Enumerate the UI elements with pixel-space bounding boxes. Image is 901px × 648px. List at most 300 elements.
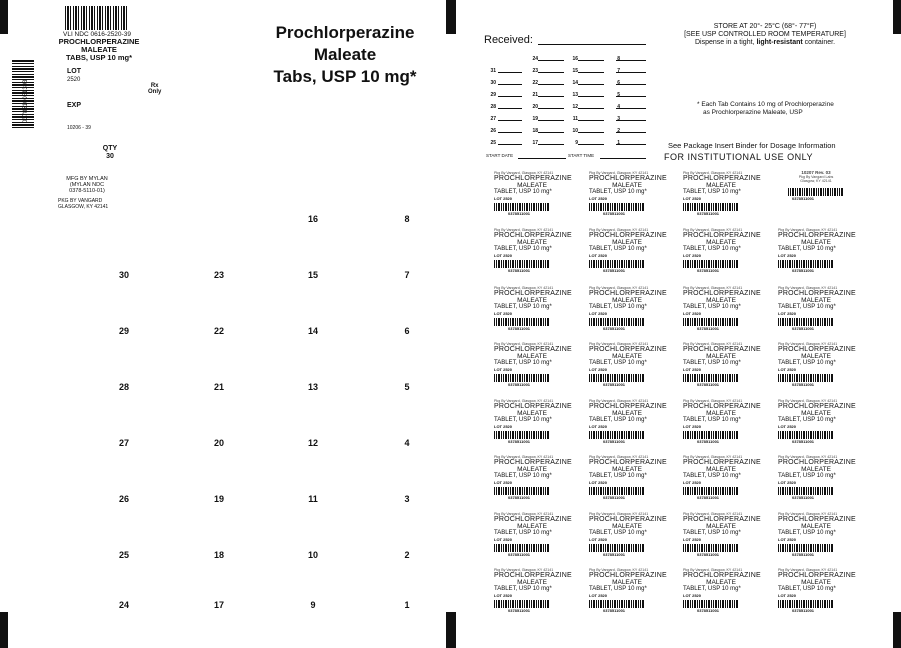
label-barcode (589, 374, 645, 382)
label-barcode-number: 0378511001 (792, 326, 815, 331)
count-number: 2 (404, 550, 410, 560)
special-label (778, 171, 854, 201)
label-barcode (778, 374, 834, 382)
label-barcode (683, 374, 739, 382)
label-drug-name: PROCHLORPERAZINE (683, 232, 761, 239)
count-number: 5 (404, 382, 410, 392)
received-label: Received: (484, 34, 533, 46)
label-drug-salt: MALEATE (612, 466, 642, 473)
unit-dose-label (778, 286, 854, 331)
unit-dose-label (589, 512, 665, 557)
label-pkg-line: Pkg By Vangard, Glasgow, KY 42141 (494, 455, 554, 459)
label-drug-name: PROCHLORPERAZINE (778, 572, 856, 579)
start-date-line (518, 158, 566, 159)
label-lot: LOT 2520 (494, 537, 513, 542)
label-lot: LOT 2520 (589, 593, 608, 598)
label-drug-name: PROCHLORPERAZINE (494, 175, 572, 182)
label-pkg-line: Pkg By Vangard, Glasgow, KY 42141 (778, 342, 838, 346)
count-number: 19 (213, 494, 224, 504)
label-barcode-number: 0378511001 (603, 326, 626, 331)
label-pkg-line: Pkg By Vangard, Glasgow, KY 42141 (683, 286, 743, 290)
unit-dose-label (778, 228, 854, 273)
calendar-line (616, 72, 646, 73)
count-number: 13 (307, 382, 318, 392)
unit-dose-label (683, 286, 759, 331)
drug-name-small-2: MALEATE (81, 45, 117, 54)
label-barcode-number: 0378511001 (603, 608, 626, 613)
calendar-day: 12 (572, 104, 578, 110)
label-lot: LOT 2520 (589, 537, 608, 542)
label-pkg-line: Pkg By Vangard, Glasgow, KY 42141 (494, 171, 554, 175)
label-drug-name: PROCHLORPERAZINE (494, 572, 572, 579)
unit-dose-label (494, 171, 570, 216)
calendar-day: 29 (490, 92, 496, 98)
storage-line-3 (655, 39, 875, 47)
calendar-day: 30 (490, 80, 496, 86)
label-lot: LOT 2520 (778, 311, 797, 316)
storage-line-3b: light-resistant (756, 39, 803, 46)
label-drug-salt: MALEATE (612, 410, 642, 417)
registration-mark-bottom-middle (446, 612, 456, 648)
unit-dose-label (683, 512, 759, 557)
special-label-line-1: 10207 Rev. 03 (801, 170, 831, 175)
label-barcode (494, 431, 550, 439)
unit-dose-label (589, 342, 665, 387)
label-drug-salt: MALEATE (517, 182, 547, 189)
label-drug-name: PROCHLORPERAZINE (683, 403, 761, 410)
calendar-line (498, 120, 522, 121)
label-barcode-number: 0378511001 (792, 268, 815, 273)
label-barcode (494, 203, 550, 211)
label-pkg-line: Pkg By Vangard, Glasgow, KY 42141 (778, 286, 838, 290)
storage-info (655, 23, 875, 47)
calendar-day: 20 (532, 104, 538, 110)
label-dosage: TABLET, USP 10 mg* (683, 360, 741, 366)
label-barcode-number: 0378511001 (603, 382, 626, 387)
label-barcode (494, 600, 550, 608)
label-barcode (683, 203, 739, 211)
count-number: 29 (118, 326, 129, 336)
label-drug-name: PROCHLORPERAZINE (589, 516, 667, 523)
count-number: 12 (307, 438, 318, 448)
label-pkg-line: Pkg By Vangard, Glasgow, KY 42141 (494, 228, 554, 232)
calendar-line (498, 132, 522, 133)
label-pkg-line: Pkg By Vangard, Glasgow, KY 42141 (494, 568, 554, 572)
count-number: 30 (118, 270, 129, 280)
calendar-line (578, 96, 604, 97)
label-lot: LOT 2520 (778, 480, 797, 485)
registration-mark-bottom-right (893, 612, 901, 648)
label-dosage: TABLET, USP 10 mg* (778, 586, 836, 592)
label-dosage: TABLET, USP 10 mg* (589, 304, 647, 310)
count-number: 18 (213, 550, 224, 560)
label-barcode-number: 0378511001 (697, 439, 720, 444)
calendar-line (498, 84, 522, 85)
calendar-day: 28 (490, 104, 496, 110)
calendar-line (538, 132, 564, 133)
count-number: 1 (404, 600, 410, 610)
calendar-day: 3 (617, 116, 620, 122)
label-dosage: TABLET, USP 10 mg* (494, 586, 552, 592)
unit-dose-label (589, 228, 665, 273)
label-barcode-number: 0378511001 (603, 552, 626, 557)
unit-dose-label (494, 568, 570, 613)
label-lot: LOT 2520 (494, 424, 513, 429)
label-dosage: TABLET, USP 10 mg* (494, 246, 552, 252)
label-barcode (778, 318, 834, 326)
label-drug-name: PROCHLORPERAZINE (778, 403, 856, 410)
label-drug-name: PROCHLORPERAZINE (494, 346, 572, 353)
label-drug-name: PROCHLORPERAZINE (589, 403, 667, 410)
institutional-use: FOR INSTITUTIONAL USE ONLY (664, 152, 814, 162)
label-drug-salt: MALEATE (612, 239, 642, 246)
label-dosage: TABLET, USP 10 mg* (589, 530, 647, 536)
title-line-1: Prochlorperazine (275, 23, 415, 42)
count-number: 4 (404, 438, 410, 448)
label-drug-name: PROCHLORPERAZINE (589, 459, 667, 466)
label-barcode (589, 203, 645, 211)
label-drug-salt: MALEATE (706, 239, 736, 246)
label-dosage: TABLET, USP 10 mg* (589, 586, 647, 592)
count-number: 10 (307, 550, 318, 560)
ndc-vertical: 0378510051393 (23, 79, 29, 123)
label-barcode-number: 0378511001 (792, 552, 815, 557)
unit-dose-label (494, 399, 570, 444)
calendar-line (616, 84, 646, 85)
label-drug-salt: MALEATE (801, 297, 831, 304)
label-pkg-line: Pkg By Vangard, Glasgow, KY 42141 (589, 512, 649, 516)
label-drug-salt: MALEATE (517, 466, 547, 473)
label-drug-name: PROCHLORPERAZINE (683, 175, 761, 182)
label-barcode-number: 0378511001 (508, 211, 531, 216)
label-barcode-number: 0378511001 (508, 439, 531, 444)
calendar-line (616, 120, 646, 121)
label-pkg-line: Pkg By Vangard, Glasgow, KY 42141 (494, 286, 554, 290)
label-pkg-line: Pkg By Vangard, Glasgow, KY 42141 (683, 568, 743, 572)
label-dosage: TABLET, USP 10 mg* (494, 417, 552, 423)
label-barcode (589, 544, 645, 552)
received-line (538, 44, 646, 45)
count-number: 9 (310, 600, 316, 610)
label-dosage: TABLET, USP 10 mg* (494, 360, 552, 366)
label-lot: LOT 2520 (589, 196, 608, 201)
label-barcode (683, 260, 739, 268)
label-dosage: TABLET, USP 10 mg* (494, 473, 552, 479)
label-drug-name: PROCHLORPERAZINE (589, 346, 667, 353)
calendar-line (616, 144, 646, 145)
label-barcode-number: 0378511001 (697, 211, 720, 216)
label-lot: LOT 2520 (494, 480, 513, 485)
label-drug-name: PROCHLORPERAZINE (494, 290, 572, 297)
label-barcode (788, 188, 844, 196)
unit-dose-label (683, 455, 759, 500)
calendar-line (578, 84, 604, 85)
label-drug-name: PROCHLORPERAZINE (683, 516, 761, 523)
calendar-day: 26 (490, 128, 496, 134)
label-barcode (494, 544, 550, 552)
label-drug-salt: MALEATE (517, 239, 547, 246)
label-drug-salt: MALEATE (612, 523, 642, 530)
label-pkg-line: Pkg By Vangard, Glasgow, KY 42141 (683, 171, 743, 175)
label-pkg-line: Pkg By Vangard, Glasgow, KY 42141 (778, 399, 838, 403)
label-barcode-number: 0378511001 (697, 382, 720, 387)
label-barcode (778, 431, 834, 439)
calendar-day: 7 (617, 68, 620, 74)
label-dosage: TABLET, USP 10 mg* (589, 246, 647, 252)
calendar-line (538, 144, 564, 145)
unit-dose-label (589, 399, 665, 444)
calendar-day: 16 (572, 56, 578, 62)
storage-line-3c: container. (802, 39, 836, 46)
storage-line-1: STORE AT 20°- 25°C (68°- 77°F) (713, 23, 817, 30)
ref-code: 10206 - 39 (67, 125, 91, 131)
unit-dose-label (778, 568, 854, 613)
only-label: Only (148, 89, 162, 95)
label-lot: LOT 2520 (494, 593, 513, 598)
label-barcode (494, 318, 550, 326)
mfg-line-2: (MYLAN NDC (69, 182, 105, 188)
label-barcode (683, 600, 739, 608)
label-barcode-number: 0378511001 (792, 196, 815, 201)
label-pkg-line: Pkg By Vangard, Glasgow, KY 42141 (683, 228, 743, 232)
label-drug-name: PROCHLORPERAZINE (778, 459, 856, 466)
label-barcode-number: 0378511001 (508, 608, 531, 613)
count-number: 22 (213, 326, 224, 336)
label-lot: LOT 2520 (494, 367, 513, 372)
label-lot: LOT 2520 (778, 253, 797, 258)
unit-dose-label (778, 455, 854, 500)
label-lot: LOT 2520 (683, 480, 702, 485)
label-barcode-number: 0378511001 (697, 495, 720, 500)
count-number: 7 (404, 270, 410, 280)
start-time-label: START TIME (568, 153, 595, 158)
package-insert-note: See Package Insert Binder for Dosage Information (668, 141, 836, 150)
calendar-line (538, 108, 564, 109)
count-number: 23 (213, 270, 224, 280)
label-drug-name: PROCHLORPERAZINE (778, 290, 856, 297)
label-barcode-number: 0378511001 (792, 608, 815, 613)
calendar-day: 8 (617, 56, 620, 62)
calendar-day: 17 (532, 140, 538, 146)
unit-dose-label (494, 455, 570, 500)
label-lot: LOT 2520 (683, 424, 702, 429)
label-lot: LOT 2520 (494, 253, 513, 258)
label-pkg-line: Pkg By Vangard, Glasgow, KY 42141 (683, 342, 743, 346)
label-barcode-number: 0378511001 (697, 326, 720, 331)
label-drug-salt: MALEATE (801, 466, 831, 473)
qty-value: 30 (106, 153, 114, 160)
label-barcode (589, 487, 645, 495)
calendar-day: 1 (617, 140, 620, 146)
calendar-day: 31 (490, 68, 496, 74)
count-number: 15 (307, 270, 318, 280)
label-barcode-number: 0378511001 (792, 439, 815, 444)
label-barcode (589, 318, 645, 326)
calendar-line (616, 60, 646, 61)
exp-label: EXP (67, 102, 82, 109)
unit-dose-label (683, 342, 759, 387)
pkg-line-1: PKG BY VANGARD (58, 198, 103, 204)
label-barcode (778, 600, 834, 608)
calendar-line (538, 120, 564, 121)
label-drug-salt: MALEATE (706, 410, 736, 417)
title-line-2: Maleate (313, 45, 377, 64)
label-dosage: TABLET, USP 10 mg* (683, 304, 741, 310)
label-dosage: TABLET, USP 10 mg* (683, 189, 741, 195)
label-drug-name: PROCHLORPERAZINE (589, 175, 667, 182)
calendar-line (616, 108, 646, 109)
label-dosage: TABLET, USP 10 mg* (778, 417, 836, 423)
unit-dose-label (778, 399, 854, 444)
label-pkg-line: Pkg By Vangard, Glasgow, KY 42141 (778, 228, 838, 232)
label-pkg-line: Pkg By Vangard, Glasgow, KY 42141 (683, 512, 743, 516)
label-drug-name: PROCHLORPERAZINE (683, 290, 761, 297)
label-barcode (683, 487, 739, 495)
unit-dose-label (494, 286, 570, 331)
label-drug-name: PROCHLORPERAZINE (589, 572, 667, 579)
label-dosage: TABLET, USP 10 mg* (494, 530, 552, 536)
label-lot: LOT 2520 (683, 537, 702, 542)
top-barcode (65, 6, 129, 30)
calendar-line (538, 72, 564, 73)
label-lot: LOT 2520 (494, 311, 513, 316)
label-pkg-line: Pkg By Vangard, Glasgow, KY 42141 (589, 228, 649, 232)
label-dosage: TABLET, USP 10 mg* (778, 304, 836, 310)
label-barcode-number: 0378511001 (508, 495, 531, 500)
count-number: 11 (308, 494, 318, 504)
label-drug-name: PROCHLORPERAZINE (494, 232, 572, 239)
calendar-line (578, 120, 604, 121)
calendar-day: 2 (617, 128, 620, 134)
label-barcode (494, 260, 550, 268)
drug-name-small (58, 38, 140, 62)
rx-label: Rx (150, 83, 159, 89)
calendar-day: 9 (575, 140, 578, 146)
label-dosage: TABLET, USP 10 mg* (778, 246, 836, 252)
unit-dose-label (683, 228, 759, 273)
unit-dose-label (683, 171, 759, 216)
label-pkg-line: Pkg By Vangard, Glasgow, KY 42141 (589, 455, 649, 459)
label-lot: LOT 2520 (589, 480, 608, 485)
label-lot: LOT 2520 (778, 593, 797, 598)
label-pkg-line: Pkg By Vangard, Glasgow, KY 42141 (683, 399, 743, 403)
label-lot: LOT 2520 (683, 367, 702, 372)
count-number: 28 (118, 382, 129, 392)
calendar-day: 10 (572, 128, 578, 134)
calendar-day: 23 (532, 68, 538, 74)
label-pkg-line: Pkg By Vangard, Glasgow, KY 42141 (494, 512, 554, 516)
label-drug-name: PROCHLORPERAZINE (494, 459, 572, 466)
ndc-line: VLI NDC 0616-2520-39 (63, 31, 131, 38)
label-drug-salt: MALEATE (706, 182, 736, 189)
label-pkg-line: Pkg By Vangard, Glasgow, KY 42141 (589, 568, 649, 572)
calendar-line (616, 132, 646, 133)
label-drug-salt: MALEATE (801, 579, 831, 586)
unit-dose-label (589, 568, 665, 613)
label-lot: LOT 2520 (683, 253, 702, 258)
count-number: 6 (404, 326, 410, 336)
calendar-day: 5 (617, 92, 620, 98)
label-pkg-line: Pkg By Vangard, Glasgow, KY 42141 (589, 171, 649, 175)
label-dosage: TABLET, USP 10 mg* (683, 473, 741, 479)
label-pkg-line: Pkg By Vangard, Glasgow, KY 42141 (683, 455, 743, 459)
calendar-day: 22 (532, 80, 538, 86)
registration-mark-top-left (0, 0, 8, 34)
calendar-line (538, 60, 564, 61)
label-barcode (778, 260, 834, 268)
start-date-label: START DATE (486, 153, 514, 158)
calendar-line (538, 84, 564, 85)
label-barcode (683, 431, 739, 439)
calendar-line (578, 108, 604, 109)
label-drug-salt: MALEATE (612, 182, 642, 189)
label-drug-name: PROCHLORPERAZINE (778, 346, 856, 353)
label-barcode-number: 0378511001 (792, 382, 815, 387)
label-drug-name: PROCHLORPERAZINE (683, 572, 761, 579)
label-barcode-number: 0378511001 (697, 268, 720, 273)
label-drug-name: PROCHLORPERAZINE (778, 516, 856, 523)
calendar-day: 21 (532, 92, 538, 98)
label-lot: LOT 2520 (683, 196, 702, 201)
label-drug-name: PROCHLORPERAZINE (589, 290, 667, 297)
label-drug-salt: MALEATE (801, 353, 831, 360)
label-barcode (494, 374, 550, 382)
label-dosage: TABLET, USP 10 mg* (778, 530, 836, 536)
label-drug-salt: MALEATE (517, 410, 547, 417)
label-barcode (778, 487, 834, 495)
calendar-day: 14 (572, 80, 578, 86)
label-dosage: TABLET, USP 10 mg* (589, 473, 647, 479)
calendar-day: 13 (572, 92, 578, 98)
label-dosage: TABLET, USP 10 mg* (683, 530, 741, 536)
label-drug-salt: MALEATE (801, 523, 831, 530)
label-drug-salt: MALEATE (706, 579, 736, 586)
count-number: 24 (118, 600, 129, 610)
label-lot: LOT 2520 (589, 311, 608, 316)
label-dosage: TABLET, USP 10 mg* (683, 417, 741, 423)
unit-dose-label (778, 512, 854, 557)
label-drug-salt: MALEATE (706, 353, 736, 360)
count-number: 8 (404, 214, 410, 224)
label-lot: LOT 2520 (589, 367, 608, 372)
label-drug-salt: MALEATE (517, 523, 547, 530)
label-lot: LOT 2520 (589, 424, 608, 429)
label-lot: LOT 2520 (589, 253, 608, 258)
qty (98, 145, 122, 161)
calendar-line (498, 108, 522, 109)
unit-dose-label (494, 342, 570, 387)
lot-value: 2520 (67, 77, 81, 83)
label-dosage: TABLET, USP 10 mg* (589, 360, 647, 366)
calendar-line (616, 96, 646, 97)
calendar-day: 27 (490, 116, 496, 122)
unit-dose-label (494, 228, 570, 273)
calendar-line (578, 132, 604, 133)
label-drug-salt: MALEATE (517, 297, 547, 304)
pkg-info (58, 198, 108, 210)
count-number: 16 (307, 214, 318, 224)
rx-only (148, 83, 161, 95)
label-pkg-line: Pkg By Vangard, Glasgow, KY 42141 (589, 286, 649, 290)
each-tab-line-2: as Prochlorperazine Maleate, USP (703, 109, 803, 116)
count-number: 17 (213, 600, 224, 610)
calendar-day: 18 (532, 128, 538, 134)
unit-dose-label (683, 568, 759, 613)
label-drug-salt: MALEATE (706, 297, 736, 304)
label-drug-salt: MALEATE (801, 410, 831, 417)
label-lot: LOT 2520 (778, 424, 797, 429)
mfg-line-3: 0378-5110-01) (69, 188, 105, 194)
